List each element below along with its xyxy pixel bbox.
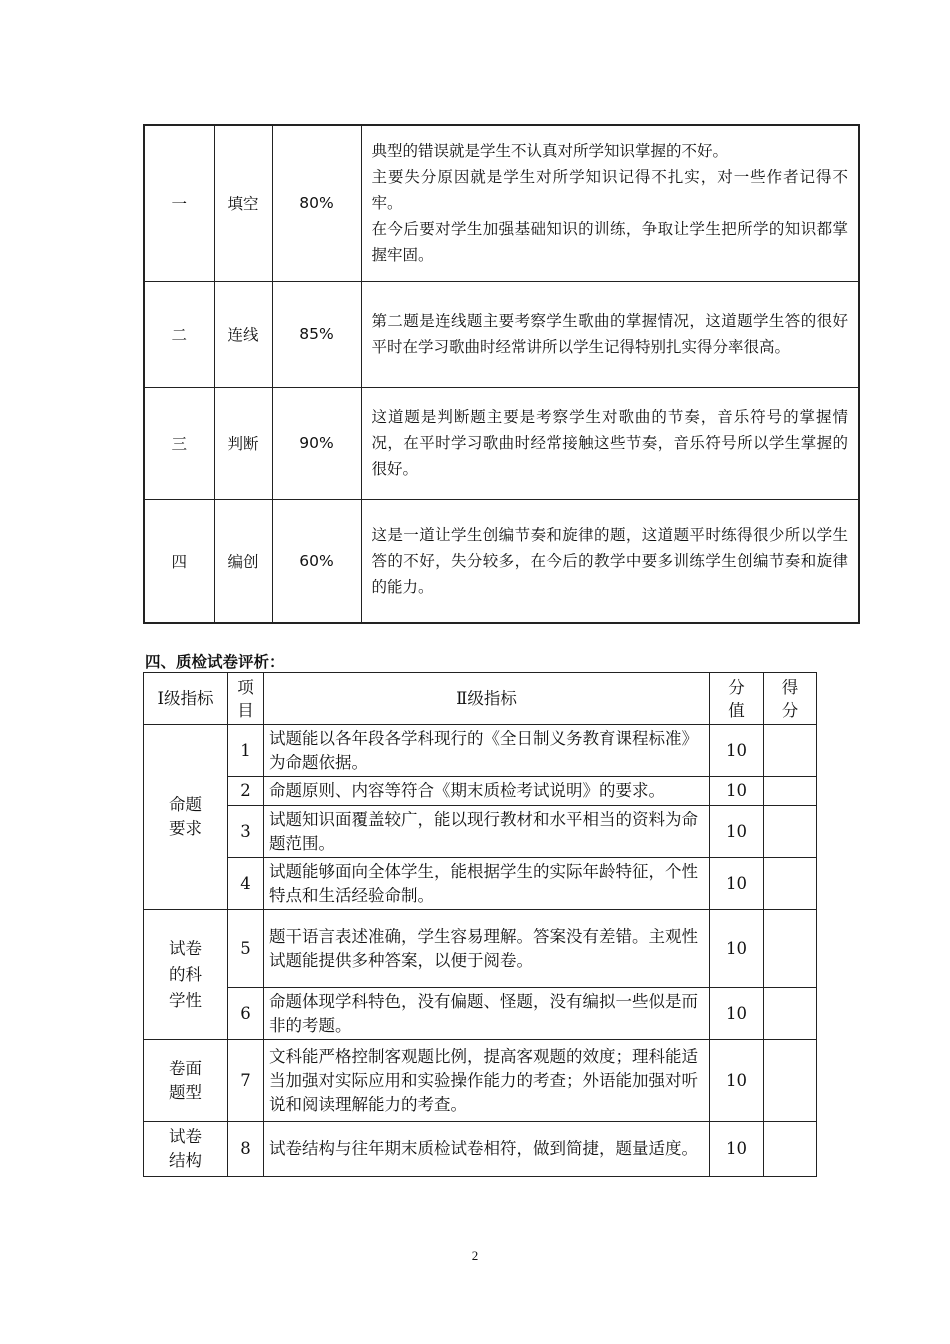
table-row [144, 125, 859, 281]
analysis-text [361, 125, 859, 281]
item-text: 试卷结构与往年期末质检试卷相符，做到简捷，题量适度。 [264, 1122, 710, 1177]
question-type: 连线 [214, 281, 272, 387]
item-text: 文科能严格控制客观题比例，提高客观题的效度；理科能适当加强对实际应用和实验操作能力的考查；外语能加强对听说和阅读理解能力的考查。 [264, 1040, 710, 1122]
item-got [764, 988, 817, 1040]
analysis-line: 这是一道让学生创编节奏和旋律的题，这道题平时练得很少所以学生答的不好，失分较多，在今后的教学中要多训练学生创编节奏和旋律的能力。 [371, 525, 848, 596]
question-number: 四 [144, 499, 214, 623]
analysis-text [361, 387, 859, 499]
analysis-text [361, 281, 859, 387]
question-type: 填空 [214, 125, 272, 281]
header-level2: Ⅱ级指标 [264, 673, 710, 725]
group-label: 试卷的科学性 [144, 910, 228, 1040]
group-label: 试卷结构 [144, 1122, 228, 1177]
item-text: 试题能够面向全体学生，能根据学生的实际年龄特征，个性特点和生活经验命制。 [264, 858, 710, 910]
table-row [144, 777, 817, 806]
header-score-got: 得分 [764, 673, 817, 725]
header-item: 项目 [228, 673, 264, 725]
item-got [764, 777, 817, 806]
table-row [144, 910, 817, 988]
item-got [764, 1040, 817, 1122]
analysis-line: 第二题是连线题主要考察学生歌曲的掌握情况，这道题学生答的很好平时在学习歌曲时经常讲所以学生记得特别扎实得分率很高。 [371, 312, 848, 356]
item-value: 10 [710, 858, 764, 910]
group-label: 命题要求 [144, 725, 228, 910]
item-got [764, 725, 817, 777]
item-value: 10 [710, 725, 764, 777]
item-text: 试题知识面覆盖较广，能以现行教材和水平相当的资料为命题范围。 [264, 806, 710, 858]
item-value: 10 [710, 910, 764, 988]
question-number: 二 [144, 281, 214, 387]
item-got [764, 806, 817, 858]
analysis-line: 这道题是判断题主要是考察学生对歌曲的节奏，音乐符号的掌握情况，在平时学习歌曲时经常接触这些节奏，音乐符号所以学生掌握的很好。 [371, 408, 848, 478]
table-row [144, 725, 817, 777]
item-got [764, 858, 817, 910]
analysis-line: 典型的错误就是学生不认真对所学知识掌握的不好。 [371, 142, 729, 161]
group-label: 卷面题型 [144, 1040, 228, 1122]
header-level1: Ⅰ级指标 [144, 673, 228, 725]
item-number: 8 [228, 1122, 264, 1177]
score-rate: 90% [272, 387, 361, 499]
question-type: 编创 [214, 499, 272, 623]
table-row [144, 387, 859, 499]
page-number: 2 [471, 1248, 479, 1263]
table-row [144, 806, 817, 858]
item-number: 3 [228, 806, 264, 858]
item-text: 试题能以各年段各学科现行的《全日制义务教育课程标准》为命题依据。 [264, 725, 710, 777]
analysis-line: 在今后要对学生加强基础知识的训练，争取让学生把所学的知识都掌握牢固。 [371, 220, 848, 265]
score-rate: 80% [272, 125, 361, 281]
item-text: 命题体现学科特色，没有偏题、怪题，没有编拟一些似是而非的考题。 [264, 988, 710, 1040]
score-rate: 85% [272, 281, 361, 387]
paper-evaluation-table [143, 672, 817, 1177]
table-row [144, 988, 817, 1040]
item-value: 10 [710, 988, 764, 1040]
question-type: 判断 [214, 387, 272, 499]
table-row [144, 1122, 817, 1177]
item-got [764, 910, 817, 988]
table-row [144, 858, 817, 910]
table-row [144, 1040, 817, 1122]
section-heading: 四、质检试卷评析： [145, 653, 285, 671]
item-value: 10 [710, 806, 764, 858]
item-number: 2 [228, 777, 264, 806]
table-row [144, 499, 859, 623]
question-number: 一 [144, 125, 214, 281]
score-rate: 60% [272, 499, 361, 623]
item-text: 题干语言表述准确，学生容易理解。答案没有差错。主观性试题能提供多种答案，以便于阅卷。 [264, 910, 710, 988]
item-value: 10 [710, 1040, 764, 1122]
item-value: 10 [710, 1122, 764, 1177]
item-number: 6 [228, 988, 264, 1040]
analysis-text [361, 499, 859, 623]
item-number: 7 [228, 1040, 264, 1122]
item-number: 4 [228, 858, 264, 910]
question-number: 三 [144, 387, 214, 499]
item-got [764, 1122, 817, 1177]
item-number: 1 [228, 725, 264, 777]
question-analysis-table [143, 124, 860, 624]
item-number: 5 [228, 910, 264, 988]
header-score-value: 分值 [710, 673, 764, 725]
header-row [144, 673, 817, 725]
item-value: 10 [710, 777, 764, 806]
item-text: 命题原则、内容等符合《期末质检考试说明》的要求。 [264, 777, 710, 806]
table-row [144, 281, 859, 387]
analysis-line: 主要失分原因就是学生对所学知识记得不扎实，对一些作者记得不牢。 [371, 168, 848, 213]
